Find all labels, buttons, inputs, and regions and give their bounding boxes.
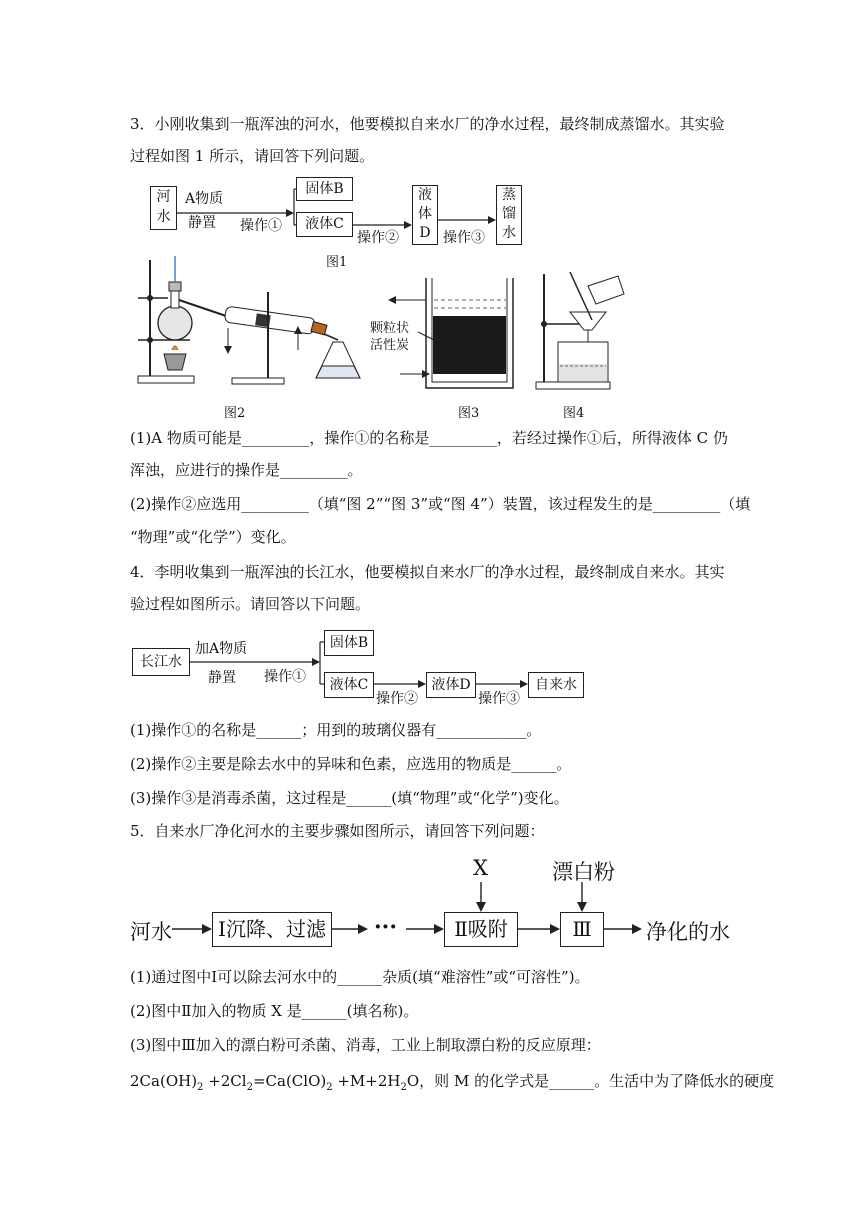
q4-settle-label: 静置 <box>208 670 236 686</box>
q5-input-x-label: X <box>473 856 488 880</box>
q3-stem-line1: 3．小刚收集到一瓶浑浊的河水，他要模拟自来水厂的净水过程，最终制成蒸馏水。其实验 <box>130 115 725 133</box>
figure-3-carbon-filter <box>370 270 538 421</box>
chemical-equation: $2Ca(OH)_2 +2Cl_2=Ca(ClO)_2 +M+2H_2O$ <box>130 1072 420 1093</box>
figure-4-caption: 图4 <box>563 406 585 421</box>
q4-op3-label: 操作③ <box>478 691 520 707</box>
q5-input-bleach-label: 漂白粉 <box>552 860 615 884</box>
figure-4-filtration <box>530 264 640 420</box>
q4-solid-box: 固体B <box>324 630 374 656</box>
q5-product-label: 净化的水 <box>646 920 730 944</box>
q3-part2-line1: (2)操作②应选用_________（填“图 2”“图 3”或“图 4”）装置，该过程发生的是_________（填 <box>130 495 751 513</box>
q4-part3: (3)操作③是消毒杀菌，这过程是______(填“物理”或“化学”)变化。 <box>130 789 569 807</box>
q4-flowchart <box>130 628 590 708</box>
q5-part3: (3)图中Ⅲ加入的漂白粉可杀菌、消毒，工业上制取漂白粉的反应原理： <box>130 1036 601 1054</box>
flow1-op2-label: 操作② <box>357 230 399 246</box>
flow1-product-box: 蒸 馏 水 <box>496 185 522 245</box>
q3-part1-line1: (1)A 物质可能是_________，操作①的名称是_________，若经过操作①后，所得液体 C 仍 <box>130 429 728 447</box>
q4-part1: (1)操作①的名称是______；用到的玻璃仪器有____________。 <box>130 721 542 739</box>
q4-product-box: 自来水 <box>528 672 584 698</box>
distillation-apparatus <box>128 250 378 390</box>
q4-liquid-c-box: 液体C <box>324 672 374 698</box>
q4-reagent-label: 加A物质 <box>195 641 248 657</box>
q5-step1-box: Ⅰ沉降、过滤 <box>212 912 332 947</box>
filtration-apparatus <box>530 264 640 392</box>
q3-part2-line2: “物理”或“化学”）变化。 <box>130 528 296 546</box>
q5-step3-box: Ⅲ <box>560 912 604 947</box>
figure-3-caption: 图3 <box>458 406 480 421</box>
q3-stem-line2: 过程如图 1 所示，请回答下列问题。 <box>130 147 375 165</box>
figure-2-distillation <box>128 250 378 420</box>
q4-stem-line1: 4．李明收集到一瓶浑浊的长江水，他要模拟自来水厂的净水过程，最终制成自来水。其实 <box>130 563 725 581</box>
figure-2-caption: 图2 <box>224 406 246 421</box>
q4-op1-label: 操作① <box>264 669 306 685</box>
flow1-reagent-label: A物质 <box>185 191 224 207</box>
q4-liquid-d-box: 液体D <box>426 672 476 698</box>
q3-part1-line2: 浑浊，应进行的操作是_________。 <box>130 461 363 479</box>
q5-source-label: 河水 <box>130 920 172 944</box>
flow1-solid-box: 固体B <box>296 177 353 201</box>
q4-op2-label: 操作② <box>376 691 418 707</box>
figure-1-caption: 图1 <box>326 255 348 270</box>
flow1-liquid-box: 液体C <box>296 212 353 237</box>
flow1-settle-label: 静置 <box>188 215 216 231</box>
q5-part2: (2)图中Ⅱ加入的物质 X 是______(填名称)。 <box>130 1002 419 1020</box>
q5-flowchart <box>130 852 740 952</box>
q5-equation-line <box>130 1068 775 1094</box>
q5-stem: 5．自来水厂净化河水的主要步骤如图所示，请回答下列问题： <box>130 822 545 840</box>
flow1-liquid-d-box: 液 体 D <box>412 185 438 245</box>
flow1-op3-label: 操作③ <box>443 230 485 246</box>
q5-ellipsis: ··· <box>374 914 397 940</box>
q4-stem-line2: 验过程如图所示。请回答以下问题。 <box>130 595 371 613</box>
q5-equation-question: ，则 M 的化学式是______。生活中为了降低水的硬度 <box>419 1072 775 1090</box>
flow1-op1-label: 操作① <box>240 218 282 234</box>
q5-part1: (1)通过图中Ⅰ可以除去河水中的______杂质(填“难溶性”或“可溶性”)。 <box>130 968 590 986</box>
q4-part2: (2)操作②主要是除去水中的异味和色素，应选用的物质是______。 <box>130 755 572 773</box>
flow1-source-box: 河 水 <box>150 186 177 230</box>
q4-source-box: 长江水 <box>132 648 190 676</box>
activated-carbon-label: 颗粒状 活性炭 <box>370 321 410 353</box>
q5-step2-box: Ⅱ吸附 <box>444 912 518 947</box>
